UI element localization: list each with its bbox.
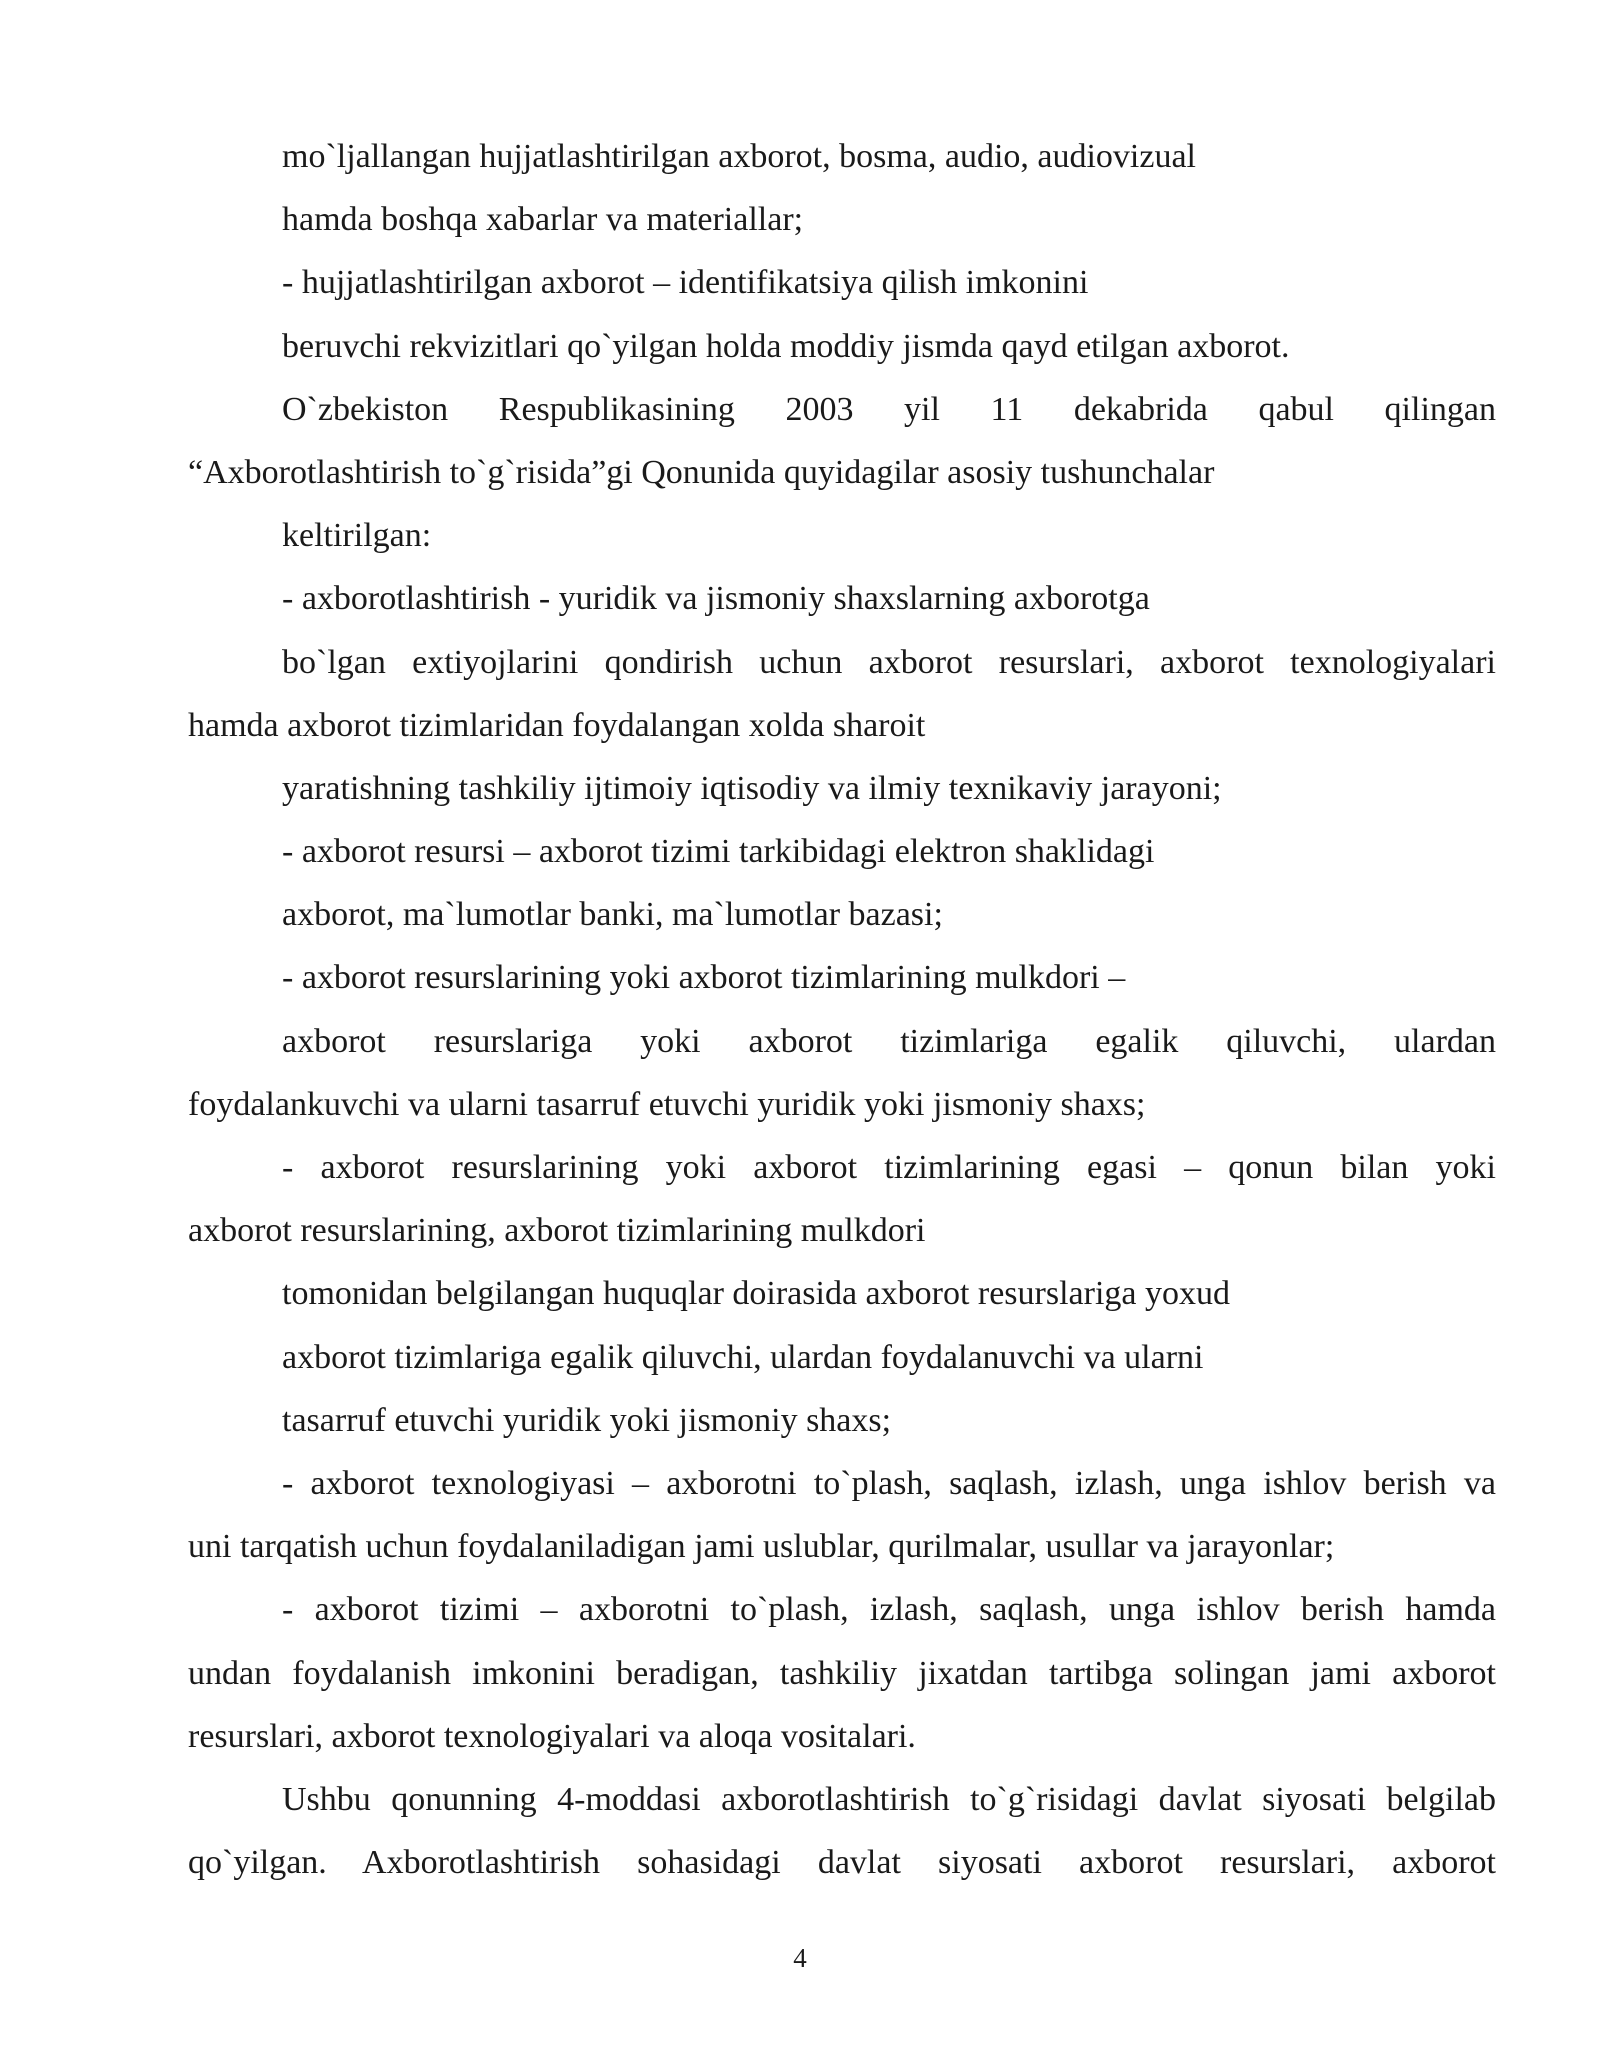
text-line: mo`ljallangan hujjatlashtirilgan axborot, bosma, audio, audiovizual (282, 138, 1196, 175)
text-line: O`zbekiston Respublikasining 2003 yil 11 dekabrida qabul qilingan (282, 390, 1496, 428)
text-line: axborot, ma`lumotlar banki, ma`lumotlar bazasi; (282, 896, 943, 934)
text-line: beruvchi rekvizitlari qo`yilgan holda moddiy jismda qayd etilgan axborot. (282, 327, 1290, 365)
text-line: foydalankuvchi va ularni tasarruf etuvchi yuridik yoki jismoniy shaxs; (188, 1085, 1146, 1123)
text-line: uni tarqatish uchun foydalaniladigan jami uslublar, qurilmalar, usullar va jarayonlar; (188, 1528, 1335, 1566)
text-line: resurslari, axborot texnologiyalari va aloqa vositalari. (188, 1717, 916, 1755)
text-line: keltirilgan: (282, 517, 432, 555)
text-line: qo`yilgan. Axborotlashtirish sohasidagi davlat siyosati axborot resurslari, axborot (188, 1844, 1496, 1882)
text-line: undan foydalanish imkonini beradigan, tashkiliy jixatdan tartibga solingan jami axborot (188, 1654, 1496, 1692)
text-line: axborot resurslariga yoki axborot tizimlariga egalik qiluvchi, ulardan (282, 1022, 1496, 1060)
text-line: tomonidan belgilangan huquqlar doirasida axborot resurslariga yoxud (282, 1275, 1230, 1313)
page-number: 4 (793, 1943, 807, 1973)
text-line: - axborot tizimi – axborotni to`plash, izlash, saqlash, unga ishlov berish hamda (282, 1591, 1496, 1629)
text-line: - axborot resurslarining yoki axborot tizimlarining egasi – qonun bilan yoki (282, 1149, 1496, 1186)
text-line: yaratishning tashkiliy ijtimoiy iqtisodiy va ilmiy texnikaviy jarayoni; (282, 769, 1222, 807)
text-line: - axborotlashtirish - yuridik va jismoniy shaxslarning axborotga (282, 580, 1150, 618)
text-line: - axborot resurslarining yoki axborot tizimlarining mulkdori – (282, 959, 1126, 997)
text-line: Ushbu qonunning 4-moddasi axborotlashtirish to`g`risidagi davlat siyosati belgilab (282, 1780, 1496, 1818)
text-line: hamda axborot tizimlaridan foydalangan xolda sharoit (188, 706, 926, 744)
text-line: - axborot resursi – axborot tizimi tarkibidagi elektron shaklidagi (282, 833, 1155, 871)
text-line: hamda boshqa xabarlar va materiallar; (282, 201, 804, 239)
text-line: tasarruf etuvchi yuridik yoki jismoniy shaxs; (282, 1401, 892, 1439)
text-line: bo`lgan extiyojlarini qondirish uchun axborot resurslari, axborot texnologiyalari (282, 643, 1496, 681)
document-body (188, 125, 1496, 1894)
text-line: “Axborotlashtirish to`g`risida”gi Qonunida quyidagilar asosiy tushunchalar (188, 453, 1215, 491)
text-line: - hujjatlashtirilgan axborot – identifikatsiya qilish imkonini (282, 264, 1089, 302)
text-line: axborot resurslarining, axborot tizimlarining mulkdori (188, 1212, 926, 1250)
text-line: - axborot texnologiyasi – axborotni to`plash, saqlash, izlash, unga ishlov berish va (282, 1464, 1496, 1502)
text-line: axborot tizimlariga egalik qiluvchi, ulardan foydalanuvchi va ularni (282, 1338, 1204, 1376)
